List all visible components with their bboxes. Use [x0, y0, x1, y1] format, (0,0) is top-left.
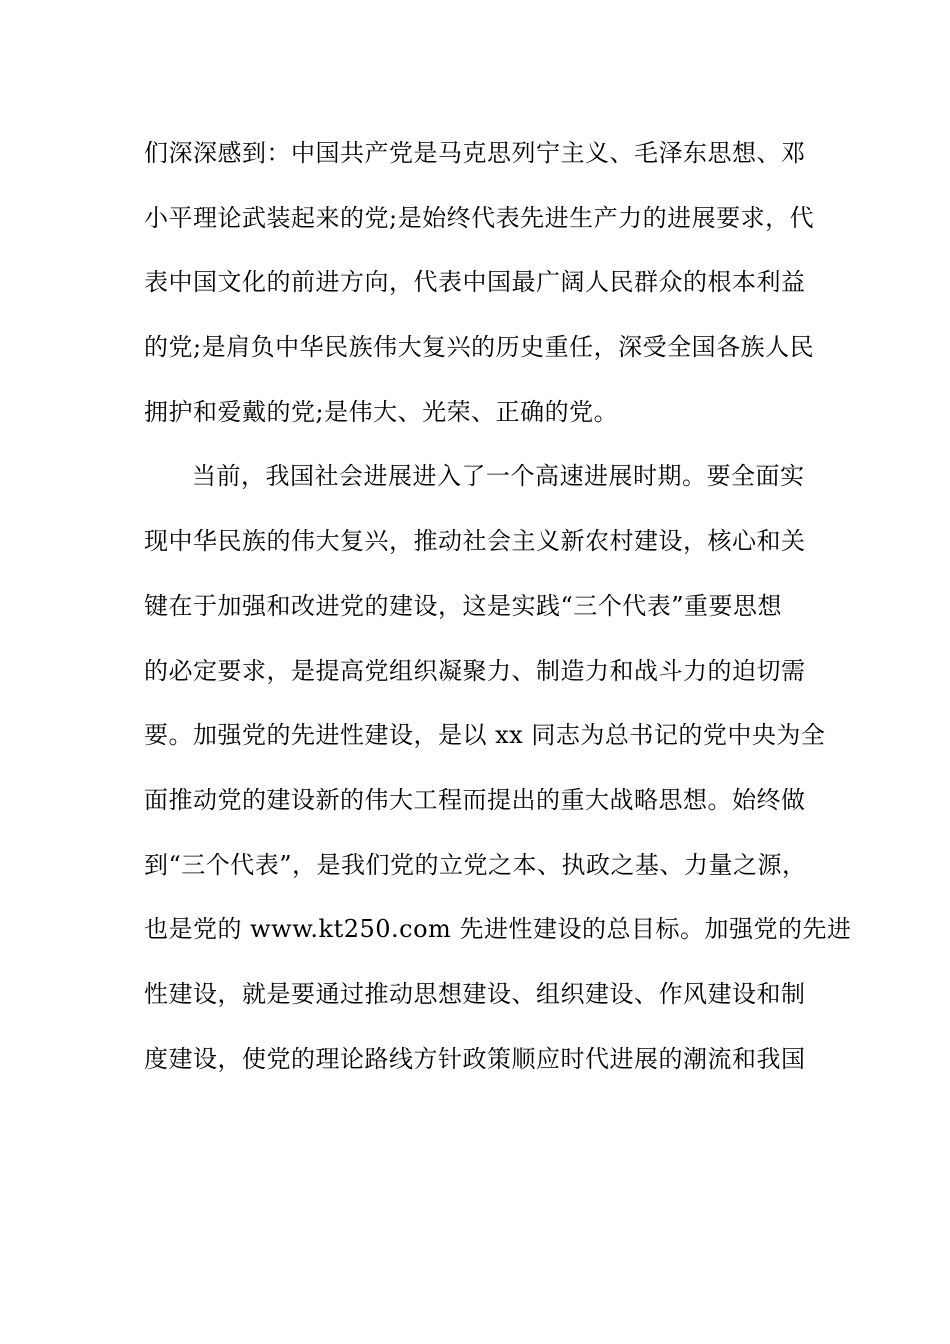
text-line: 性建设，就是要通过推动思想建设、组织建设、作风建设和制	[144, 979, 806, 1008]
text-line: 到“三个代表”，是我们党的立党之本、执政之基、力量之源，	[144, 850, 807, 879]
text-line: 现中华民族的伟大复兴，推动社会主义新农村建设，核心和关	[144, 527, 806, 556]
text-line: 的必定要求，是提高党组织凝聚力、制造力和战斗力的迫切需	[144, 656, 806, 685]
paragraph-start-line: 当前，我国社会进展进入了一个高速进展时期。要全面实	[192, 462, 805, 491]
text-line: 也是党的 www.kt250.com 先进性建设的总目标。加强党的先进	[144, 915, 852, 944]
text-line: 们深深感到：中国共产党是马克思列宁主义、毛泽东思想、邓	[144, 139, 806, 167]
text-line: 表中国文化的前进方向，代表中国最广阔人民群众的根本利益	[144, 268, 806, 297]
text-line: 键在于加强和改进党的建设，这是实践“三个代表”重要思想	[144, 591, 783, 620]
text-line: 的党;是肩负中华民族伟大复兴的历史重任，深受全国各族人民	[144, 333, 815, 362]
text-line: 要。加强党的先进性建设，是以 xx 同志为总书记的党中央为全	[144, 721, 826, 750]
body-text	[144, 131, 852, 1101]
text-line: 拥护和爱戴的党;是伟大、光荣、正确的党。	[144, 397, 619, 426]
text-line: 小平理论武装起来的党;是始终代表先进生产力的进展要求，代	[144, 203, 815, 232]
text-line: 度建设，使党的理论路线方针政策顺应时代进展的潮流和我国	[144, 1044, 806, 1073]
text-line: 面推动党的建设新的伟大工程而提出的重大战略思想。始终做	[144, 785, 806, 814]
